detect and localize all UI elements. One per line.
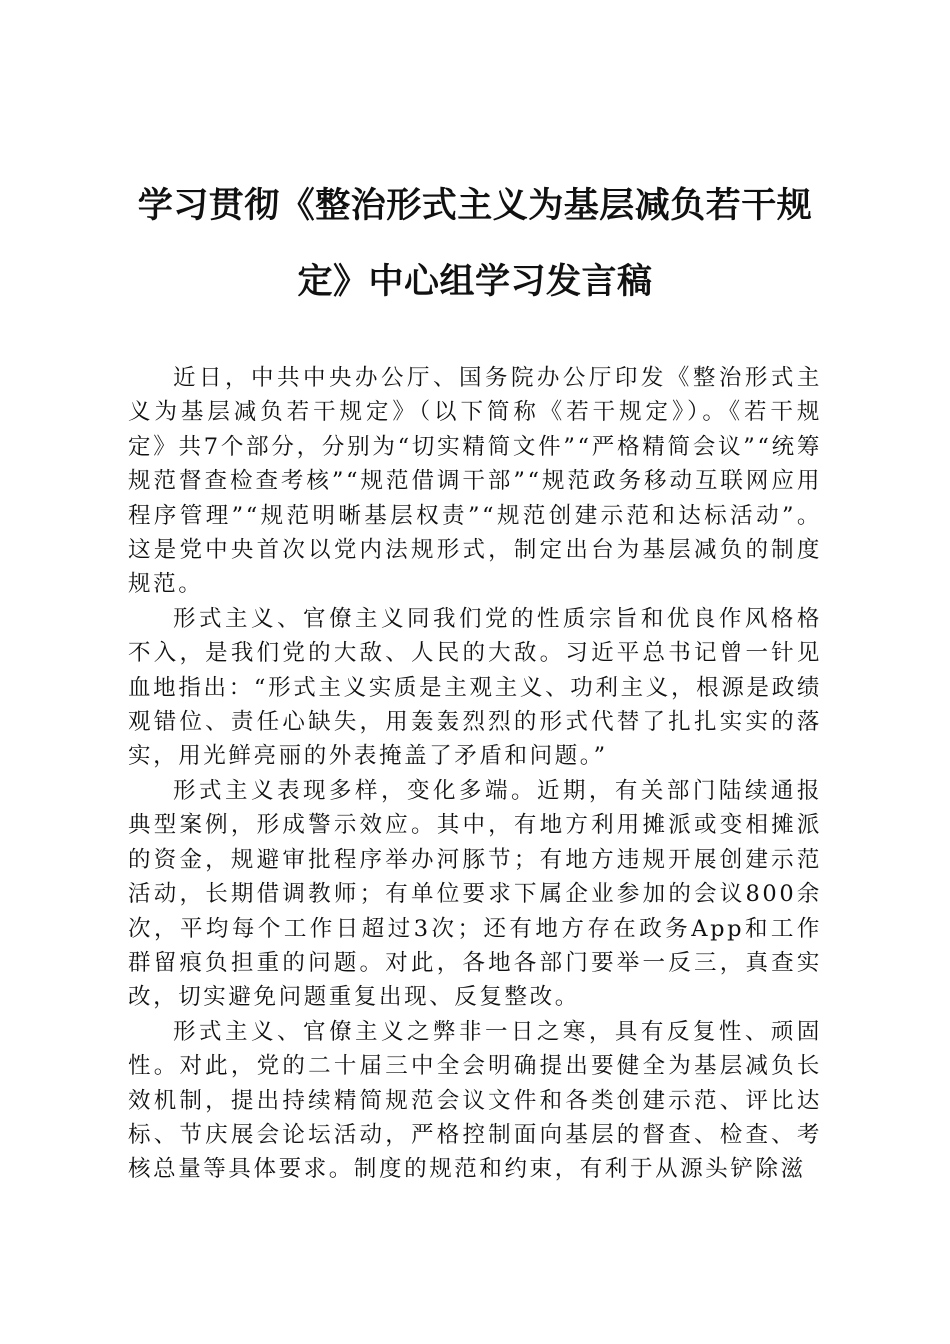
document-title: 学习贯彻《整治形式主义为基层减负若干规定》中心组学习发言稿 [137,185,813,302]
paragraph: 形式主义、官僚主义之弊非一日之寒，具有反复性、顽固性。对此，党的二十届三中全会明确提出要健全为基层减负长效机制，提出持续精简规范会议文件和各类创建示范、评比达标、节庆展会论坛活动，严格控制面向基层的督查、检查、考核总量等具体要求。制度的规范和约束，有利于从源头铲除滋 [128,1018,822,1183]
paragraph: 形式主义表现多样，变化多端。近期，有关部门陆续通报典型案例，形成警示效应。其中，有地方利用摊派或变相摊派的资金，规避审批程序举办河豚节；有地方违规开展创建示范活动，长期借调教师；有单位要求下属企业参加的会议800余次，平均每个工作日超过3次；还有地方存在政务App和工作群留痕负担重的问题。对此，各地各部门要举一反三，真查实改，切实避免问题重复出现、反复整改。 [128,777,822,1011]
paragraph: 形式主义、官僚主义同我们党的性质宗旨和优良作风格格不入，是我们党的大敌、人民的大敌。习近平总书记曾一针见血地指出：“形式主义实质是主观主义、功利主义，根源是政绩观错位、责任心缺失，用轰轰烈烈的形式代替了扎扎实实的落实，用光鲜亮丽的外表掩盖了矛盾和问题。” [128,605,822,770]
paragraph: 近日，中共中央办公厅、国务院办公厅印发《整治形式主义为基层减负若干规定》（以下简称《若干规定》）。《若干规定》共7个部分，分别为“切实精简文件”“严格精简会议”“统筹规范督查检查考核”“规范借调干部”“规范政务移动互联网应用程序管理”“规范明晰基层权责”“规范创建示范和达标活动”。这是党中央首次以党内法规形式，制定出台为基层减负的制度规范。 [128,365,822,598]
document-body [128,361,822,1187]
